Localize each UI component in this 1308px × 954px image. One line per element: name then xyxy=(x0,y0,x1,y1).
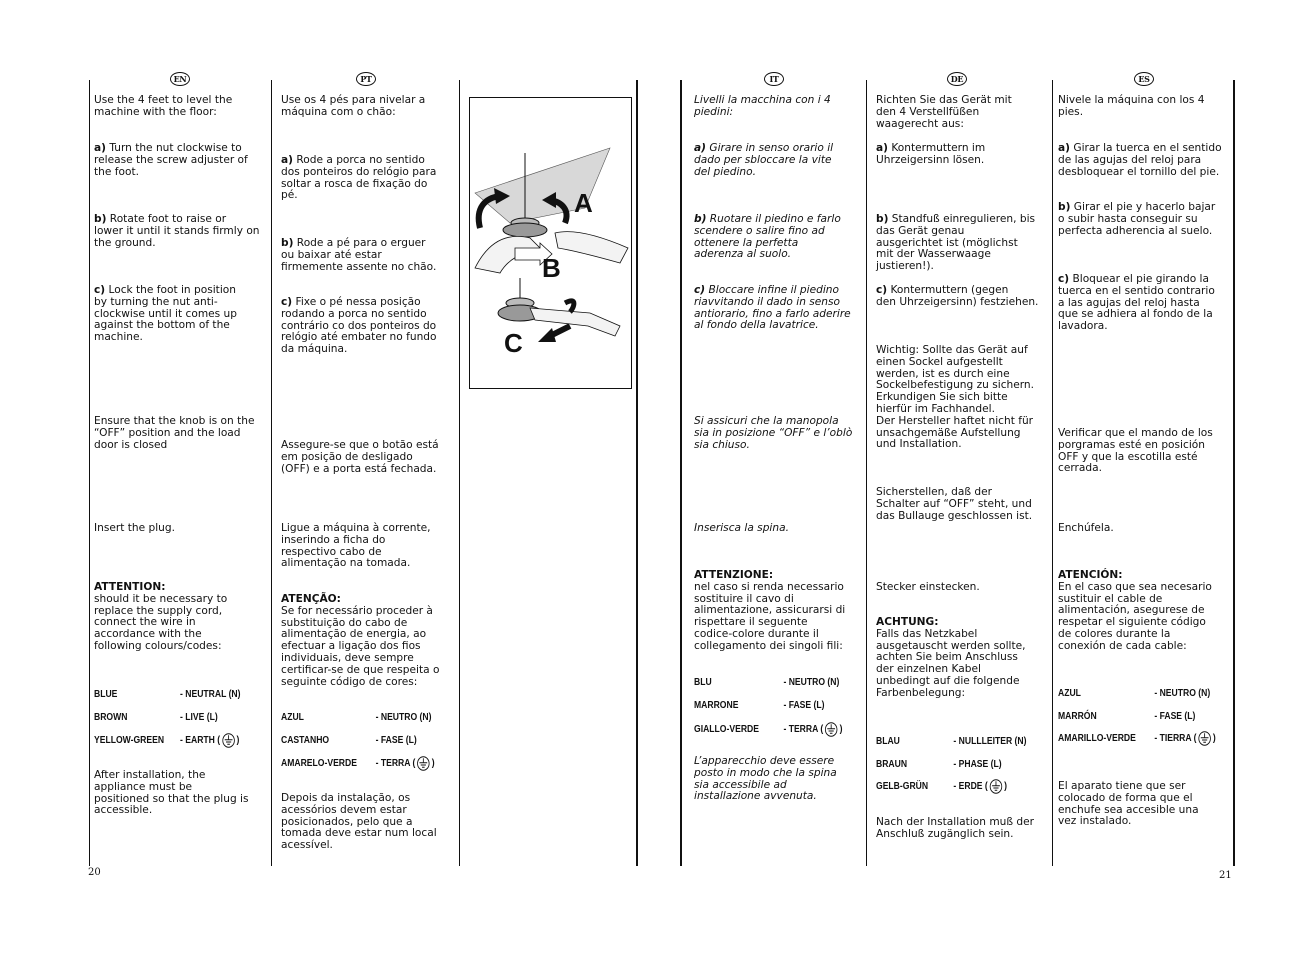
wire-code: - FASE (L) xyxy=(1154,711,1196,722)
wire-row-live xyxy=(1058,711,1195,722)
step-c xyxy=(876,285,1046,309)
wire-colour: AZUL xyxy=(281,712,304,723)
knob-instruction: Verificar que el mando de los porgramas esté en posición OFF y que la escotilla esté cerrada. xyxy=(1058,427,1213,475)
knob-instruction: Si assicuri che la manopola sia in posizione “OFF” e l’oblò sia chiuso. xyxy=(694,415,853,451)
figure-label-c: C xyxy=(504,328,523,358)
page-number-left: 20 xyxy=(88,867,101,878)
wire-row-live xyxy=(694,700,825,711)
step-c-text: Kontermuttern (gegen den Uhrzeigersinn) festziehen. xyxy=(876,284,1039,308)
wire-colour: MARRÓN xyxy=(1058,711,1097,722)
column-rule xyxy=(459,80,460,866)
wire-row-neutral xyxy=(94,689,241,700)
step-c xyxy=(694,285,862,332)
step-c-label: c) xyxy=(694,284,706,296)
attention-text: Se for necessário proceder à substituição do cabo de alimentação de energia, ao efectuar a ligação dos fios individuais, deve sempre certificar-se de que respeita o seguinte código de cores: xyxy=(281,604,440,688)
wire-row-earth: AMARELO-VERDE - TERRA ( ) xyxy=(281,756,435,771)
level-instruction: Nivele la máquina con los 4 pies. xyxy=(1058,94,1205,118)
foot-adjustment-drawing xyxy=(470,98,631,388)
step-a-text: Kontermuttern im Uhrzeigersinn lösen. xyxy=(876,142,986,166)
attention-block xyxy=(94,582,264,653)
step-b-text: Rode a pé para o erguer ou baixar até estar firmemente assente no chão. xyxy=(281,237,437,273)
figure-label-b: B xyxy=(542,253,561,283)
wire-row-earth: YELLOW-GREEN - EARTH ( ) xyxy=(94,733,239,748)
after-installation: L’apparecchio deve essere posto in modo che la spina sia accessibile ad installazione avvenuta. xyxy=(694,755,837,803)
step-a xyxy=(281,155,453,202)
figure-label-a: A xyxy=(574,188,593,218)
attention-title: ATTENTION: xyxy=(94,581,166,593)
attention-title: ATTENZIONE: xyxy=(694,569,774,581)
wire-colour: AMARELO-VERDE xyxy=(281,758,357,770)
step-c xyxy=(1058,274,1230,333)
wire-code: - EARTH ( xyxy=(180,735,221,747)
step-a xyxy=(94,143,264,178)
wire-code: - NEUTRO (N) xyxy=(375,712,432,723)
wire-code: - NEUTRO (N) xyxy=(1154,688,1211,699)
step-a-text: Girar la tuerca en el sentido de las agujas del reloj para desbloquear el tornillo del pie. xyxy=(1058,142,1222,178)
step-b-label: b) xyxy=(1058,201,1071,213)
plug-instruction: Inserisca la spina. xyxy=(694,522,789,534)
step-c-text: Lock the foot in position by turning the nut anti- clockwise until it comes up against the bottom of the machine. xyxy=(94,284,237,344)
earth-ground-icon xyxy=(417,756,430,771)
attention-block xyxy=(876,617,1048,700)
earth-ground-icon xyxy=(1198,731,1211,746)
plug-instruction: Insert the plug. xyxy=(94,522,175,534)
step-a-label: a) xyxy=(694,142,706,154)
wire-row-earth: AMARILLO-VERDE - TIERRA ( ) xyxy=(1058,731,1216,746)
after-installation: Depois da instalação, os acessórios devem estar posicionados, pelo que a tomada deve estar num local acessível. xyxy=(281,792,437,852)
knob-instruction: Ensure that the knob is on the “OFF” position and the load door is closed xyxy=(94,415,255,451)
attention-block xyxy=(694,570,862,653)
attention-text: Falls das Netzkabel ausgetauscht werden sollte, achten Sie beim Anschluss der einzelnen Kabel unbedingt auf die folgende Farbenbelegung: xyxy=(876,627,1026,699)
leveling-feet-illustration xyxy=(469,97,632,389)
wire-code: - NEUTRAL (N) xyxy=(180,689,241,700)
step-b xyxy=(281,238,453,273)
column-rule xyxy=(636,80,638,866)
column-rule xyxy=(271,80,272,866)
language-badge-de: DE xyxy=(947,72,967,86)
column-rule xyxy=(1233,80,1235,866)
plug-instruction: Ligue a máquina à corrente, inserindo a ficha do respectivo cabo de alimentação na tomada. xyxy=(281,522,431,570)
knob-instruction: Sicherstellen, daß der Schalter auf “OFF” steht, und das Bullauge geschlossen ist. xyxy=(876,486,1033,522)
wire-row-neutral xyxy=(1058,688,1210,699)
wire-colour: YELLOW-GREEN xyxy=(94,735,165,747)
after-installation: El aparato tiene que ser colocado de forma que el enchufe sea accesible una vez instalado. xyxy=(1058,780,1199,828)
step-c-label: c) xyxy=(94,284,106,296)
language-badge-es: ES xyxy=(1134,72,1154,86)
earth-ground-icon xyxy=(222,733,235,748)
language-badge-en: EN xyxy=(170,72,190,86)
wire-code: - FASE (L) xyxy=(783,700,825,711)
column-rule xyxy=(680,80,682,866)
step-b xyxy=(94,214,264,249)
earth-ground-icon xyxy=(825,722,838,737)
level-instruction: Use os 4 pés para nivelar a máquina com o chão: xyxy=(281,94,426,118)
wire-row-earth: GIALLO-VERDE - TERRA ( ) xyxy=(694,722,842,737)
wire-code: - NULLLEITER (N) xyxy=(953,736,1027,747)
wire-code: - NEUTRO (N) xyxy=(783,677,840,688)
wire-colour: BROWN xyxy=(94,712,128,723)
step-c-label: c) xyxy=(1058,273,1070,285)
wire-colour: AMARILLO-VERDE xyxy=(1058,733,1136,745)
wire-row-earth: GELB-GRÜN - ERDE ( ) xyxy=(876,779,1007,794)
page-number-right: 21 xyxy=(1219,870,1232,881)
step-c-text: Bloquear el pie girando la tuerca en el sentido contrario a las agujas del reloj hasta que se adhiera al fondo de la lavadora. xyxy=(1058,273,1215,333)
level-instruction: Richten Sie das Gerät mit den 4 Verstellfüßen waagerecht aus: xyxy=(876,94,1012,130)
step-b-text: Ruotare il piedino e farlo scendere o salire fino ad ottenere la perfetta aderenza al suolo. xyxy=(694,213,841,261)
step-c-label: c) xyxy=(876,284,888,296)
plug-instruction: Enchúfela. xyxy=(1058,522,1114,534)
column-rule xyxy=(1052,80,1053,866)
wire-code: - FASE (L) xyxy=(375,735,417,746)
plug-instruction: Stecker einstecken. xyxy=(876,581,980,593)
step-a xyxy=(694,143,862,178)
wire-code: - PHASE (L) xyxy=(953,759,1002,770)
wire-colour: GELB-GRÜN xyxy=(876,781,929,793)
step-c xyxy=(281,297,453,356)
step-b-text: Girar el pie y hacerlo bajar o subir hasta conseguir su perfecta adherencia al suelo. xyxy=(1058,201,1216,237)
wire-code: - LIVE (L) xyxy=(180,712,218,723)
step-a xyxy=(1058,143,1230,178)
step-b-label: b) xyxy=(876,213,889,225)
step-a-text: Girare in senso orario il dado per sbloccare la vite del piedino. xyxy=(694,142,834,178)
earth-ground-icon xyxy=(990,779,1003,794)
language-badge-it: IT xyxy=(764,72,784,86)
step-a-label: a) xyxy=(1058,142,1070,154)
step-b-label: b) xyxy=(94,213,107,225)
attention-text: nel caso si renda necessario sostituire il cavo di alimentazione, assicurarsi di rispettare il seguente codice-colore durante il collegamento dei singoli fili: xyxy=(694,580,846,652)
step-c-text: Fixe o pé nessa posição rodando a porca no sentido contrário co dos ponteiros do relógio até embater no fundo da máquina. xyxy=(281,296,437,356)
step-a-text: Rode a porca no sentido dos ponteiros do relógio para soltar a rosca de fixação do pé. xyxy=(281,154,437,202)
wire-code: - TIERRA ( xyxy=(1154,733,1197,745)
wire-row-live xyxy=(281,735,417,746)
step-a-label: a) xyxy=(94,142,106,154)
wire-colour: BRAUN xyxy=(876,759,908,770)
wire-colour: BLU xyxy=(694,677,712,688)
wire-row-live xyxy=(876,759,1002,770)
attention-block xyxy=(281,594,453,688)
level-instruction: Use the 4 feet to level the machine with the floor: xyxy=(94,94,233,118)
step-a-text: Turn the nut clockwise to release the screw adjuster of the foot. xyxy=(94,142,248,178)
wire-code: - TERRA ( xyxy=(783,724,824,736)
language-badge-pt: PT xyxy=(356,72,376,86)
wire-colour: AZUL xyxy=(1058,688,1081,699)
step-b xyxy=(694,214,862,261)
step-b xyxy=(876,214,1046,273)
step-b-label: b) xyxy=(281,237,294,249)
step-b xyxy=(1058,202,1230,237)
step-b-text: Rotate foot to raise or lower it until it stands firmly on the ground. xyxy=(94,213,260,249)
step-b-text: Standfuß einregulieren, bis das Gerät genau ausgerichtet ist (möglichst mit der Wasserwaage justieren!). xyxy=(876,213,1036,273)
wire-colour: BLUE xyxy=(94,689,118,700)
step-a-label: a) xyxy=(281,154,293,166)
step-b-label: b) xyxy=(694,213,707,225)
attention-title: ATENCIÓN: xyxy=(1058,569,1123,581)
level-instruction: Livelli la macchina con i 4 piedini: xyxy=(694,94,831,118)
important-note: Wichtig: Sollte das Gerät auf einen Sockel aufgestellt werden, ist es durch eine Sockelbefestigung zu sichern. Erkundigen Sie sich bitte hierfür im Fachhandel. Der Hersteller haftet nicht für unsachgemäße Aufstellung und Installation. xyxy=(876,344,1035,451)
column-rule xyxy=(866,80,867,866)
wire-row-neutral xyxy=(694,677,839,688)
wire-row-live xyxy=(94,712,218,723)
after-installation: After installation, the appliance must be positioned so that the plug is accessible. xyxy=(94,769,249,817)
after-installation: Nach der Installation muß der Anschluß zugänglich sein. xyxy=(876,816,1035,840)
wire-row-neutral xyxy=(281,712,432,723)
attention-title: ACHTUNG: xyxy=(876,616,939,628)
step-a xyxy=(876,143,1046,167)
wire-colour: BLAU xyxy=(876,736,900,747)
wire-colour: CASTANHO xyxy=(281,735,330,746)
wire-row-neutral xyxy=(876,736,1027,747)
wire-code: - TERRA ( xyxy=(375,758,416,770)
knob-instruction: Assegure-se que o botão está em posição de desligado (OFF) e a porta está fechada. xyxy=(281,439,439,475)
attention-text: En el caso que sea necesario sustituir el cable de alimentación, asegurese de respetar el siguiente código de colores durante la conexión de cada cable: xyxy=(1058,580,1212,652)
wire-colour: GIALLO-VERDE xyxy=(694,724,759,736)
wire-colour: MARRONE xyxy=(694,700,739,711)
step-c-text: Bloccare infine il piedino riavvitando il dado in senso antiorario, fino a farlo aderire al fondo della lavatrice. xyxy=(694,284,851,332)
column-rule xyxy=(89,80,90,866)
step-c xyxy=(94,285,264,344)
step-a-label: a) xyxy=(876,142,888,154)
attention-text: should it be necessary to replace the supply cord, connect the wire in accordance with the following colours/codes: xyxy=(94,592,228,652)
attention-title: ATENÇÃO: xyxy=(281,593,341,605)
attention-block xyxy=(1058,570,1230,653)
step-c-label: c) xyxy=(281,296,293,308)
wire-code: - ERDE ( xyxy=(953,781,988,793)
